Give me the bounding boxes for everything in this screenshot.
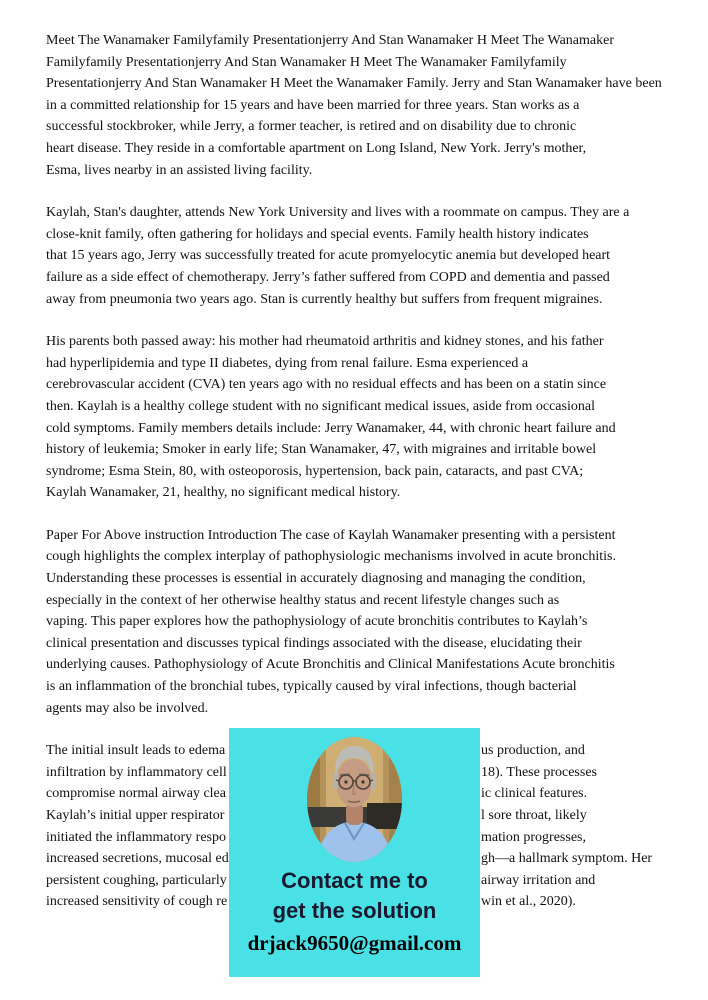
text-line: Familyfamily Presentationjerry And Stan Wanamaker H Meet The Wanamaker Familyfamily (46, 54, 567, 70)
paragraph-family-intro (46, 30, 691, 181)
text-fragment-left: persistent coughing, particularly (46, 872, 227, 888)
text-line: history of leukemia; Smoker in early life; Stan Wanamaker, 47, with migraines and irritable bowel (46, 442, 597, 458)
elderly-man-portrait-photo (307, 737, 402, 862)
text-line: is an inflammation of the bronchial tubes, typically caused by viral infections, though bacterial (46, 679, 577, 695)
text-line: His parents both passed away: his mother had rheumatoid arthritis and kidney stones, and his father (46, 334, 604, 350)
text-fragment-left: The initial insult leads to edema (46, 743, 226, 759)
text-fragment-right: ic clinical features. (481, 786, 588, 802)
ad-heading-line1: Contact me to (281, 868, 428, 893)
text-fragment-left: initiated the inflammatory respo (46, 829, 227, 845)
text-line: Kaylah, Stan's daughter, attends New York University and lives with a roommate on campus. They are a (46, 205, 630, 221)
text-line: Presentationjerry And Stan Wanamaker H Meet the Wanamaker Family. Jerry and Stan Wanamaker have been (46, 76, 662, 92)
ad-heading-line2: get the solution (272, 898, 437, 923)
text-line: successful stockbroker, while Jerry, a former teacher, is retired and on disability due to chronic (46, 119, 577, 135)
text-line: Kaylah Wanamaker, 21, healthy, no significant medical history. (46, 485, 401, 501)
text-line: cough highlights the complex interplay of pathophysiologic mechanisms involved in acute bronchitis. (46, 549, 617, 565)
text-line: clinical presentation and discusses typical findings associated with the disease, elucidating their (46, 635, 582, 651)
text-line: that 15 years ago, Jerry was successfully treated for acute promyelocytic anemia but developed heart (46, 248, 611, 264)
text-fragment-right: us production, and (481, 743, 585, 759)
text-line: had hyperlipidemia and type II diabetes, dying from renal failure. Esma experienced a (46, 355, 529, 371)
text-line: especially in the context of her otherwise healthy status and recent lifestyle changes such as (46, 592, 560, 608)
text-fragment-right: 18). These processes (481, 764, 597, 780)
text-line: away from pneumonia two years ago. Stan is currently healthy but suffers from frequent migraines. (46, 291, 603, 307)
paragraph-paper-introduction (46, 525, 691, 719)
text-line: failure as a side effect of chemotherapy. Jerry’s father suffered from COPD and dementia and passed (46, 269, 610, 285)
text-fragment-left: Kaylah’s initial upper respirator (46, 808, 225, 823)
text-line: heart disease. They reside in a comfortable apartment on Long Island, New York. Jerry's mother, (46, 140, 587, 156)
portrait-illustration (307, 737, 402, 862)
text-line: vaping. This paper explores how the pathophysiology of acute bronchitis contributes to Kaylah’s (46, 614, 588, 630)
paragraph-kaylah-history (46, 202, 691, 310)
text-line: then. Kaylah is a healthy college student with no significant medical issues, aside from occasional (46, 398, 595, 414)
text-line: underlying causes. Pathophysiology of Acute Bronchitis and Clinical Manifestations Acute bronchitis (46, 657, 615, 673)
paragraph-parents-history (46, 331, 691, 504)
solution-ad-overlay[interactable] (229, 728, 480, 977)
text-fragment-right: l sore throat, likely (481, 808, 587, 823)
text-fragment-right: airway irritation and (481, 872, 596, 888)
text-line: in a committed relationship for 15 years and have been married for three years. Stan works as a (46, 97, 580, 113)
text-fragment-right: mation progresses, (481, 829, 586, 845)
text-line: Paper For Above instruction Introduction The case of Kaylah Wanamaker presenting with a persistent (46, 527, 616, 543)
text-line: Understanding these processes is essential in accurately diagnosing and managing the condition, (46, 571, 586, 587)
text-fragment-left: increased secretions, mucosal ed (46, 851, 229, 867)
ad-email-address: drjack9650@gmail.com (247, 931, 462, 955)
ad-heading (229, 866, 480, 926)
text-line: agents may also be involved. (46, 700, 209, 716)
text-line: Meet The Wanamaker Familyfamily Presentationjerry And Stan Wanamaker H Meet The Wanamaker (46, 33, 614, 48)
text-line: syndrome; Esma Stein, 80, with osteoporosis, hypertension, back pain, cataracts, and past CVA; (46, 463, 584, 479)
text-line: cold symptoms. Family members details include: Jerry Wanamaker, 44, with chronic heart failure and (46, 420, 616, 436)
text-fragment-right: gh—a hallmark symptom. Her (481, 851, 653, 867)
text-line: cerebrovascular accident (CVA) ten years ago with no residual effects and has been on a statin since (46, 377, 607, 393)
text-line: Esma, lives nearby in an assisted living facility. (46, 162, 313, 178)
text-line: close-knit family, often gathering for holidays and special events. Family health history indicates (46, 226, 589, 242)
text-fragment-right: win et al., 2020). (481, 894, 576, 910)
text-fragment-left: compromise normal airway clea (46, 786, 226, 802)
text-fragment-left: increased sensitivity of cough re (46, 894, 228, 910)
text-fragment-left: infiltration by inflammatory cell (46, 764, 227, 780)
